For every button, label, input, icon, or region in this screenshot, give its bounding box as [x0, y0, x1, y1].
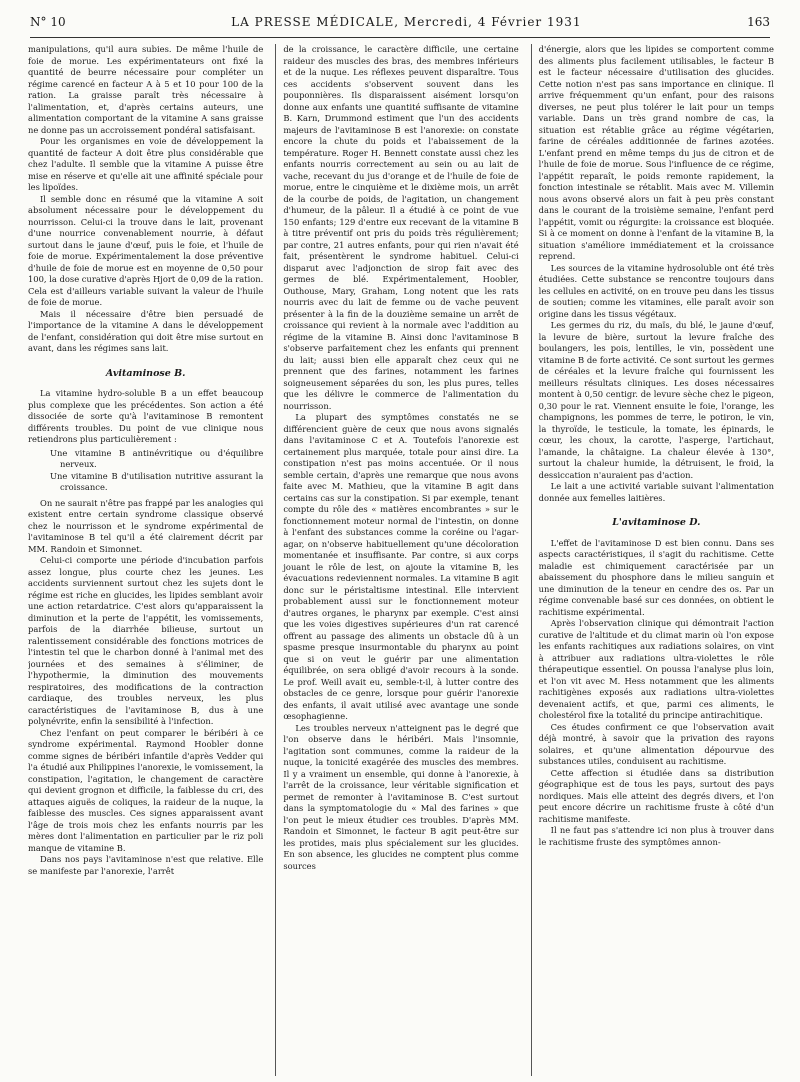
paragraph: On ne saurait n'être pas frappé par les analogies qui existent entre certain syndrome classique observé chez le nourrisson et le syndrome expérimental de l'avitaminose B tel qu'il a été clairement décrit par MM. Randoin et Simonnet.: [28, 497, 264, 554]
paragraph: de la croissance, le caractère difficile, une certaine raideur des muscles des bras, des membres inférieurs et de la nuque. Les réflexes peuvent disparaître. Tous ces accidents s'observent souvent dans les pouponnières. Ils disparaissent aisément lorsqu'on donne aux enfants une quantité suffisante de vitamine B. Karn, Drummond estiment que l'un des accidents majeurs de l'avitaminose B est l'anorexie: on constate encore la chute du poids et l'abaissement de la température. Roger H. Bennett constate aussi chez les enfants nourris correctement au sein ou au lait de vache, recevant du jus d'orange et de l'huile de foie de morue, entre le cinquième et le dixième mois, un arrêt de la courbe de poids, de l'agitation, un changement d'humeur, de la pâleur. Il a étudié à ce point de vue 150 enfants; 129 d'entre eux recevant de la vitamine B à titre préventif ont pris du poids très régulièrement; par contre, 21 autres enfants, pour qui rien n'avait été fait, présentèrent le syndrome habituel. Celui-ci disparut avec l'adjonction de sirop fait avec des germes de blé. Expérimentalement, Hoobler, Outhouse, Mary, Graham, Long notent que les rats nourris avec du lait de femme ou de vache peuvent présenter à la fin de la douzième semaine un arrêt de croissance qui revient à la normale avec l'addition au régime de la vitamine B. Ainsi donc l'avitaminose B s'observe parfaitement chez les enfants qui prennent du lait; aussi bien elle apparaît chez ceux qui ne prennent que des farines, notamment les farines soigneusement séparées du son, les plus pures, telles que les délivre le commerce de l'alimentation du nourrisson.: [283, 44, 519, 411]
paragraph: Les sources de la vitamine hydrosoluble ont été très étudiées. Cette substance se rencontre toujours dans les cellules en activité, on en trouve peu dans les tissus de soutien; comme les vitamines, elle paraît avoir son origine dans les tissus végétaux.: [538, 262, 774, 319]
paragraph: d'énergie, alors que les lipides se comportent comme des aliments plus facilement utilisables, le facteur B est le facteur nécessaire d'utilisation des glucides. Cette notion n'est pas sans importance en clinique. Il arrive fréquemment qu'un enfant, pour des raisons diverses, ne peut plus tolérer le lait pour un temps variable. Dans un très grand nombre de cas, la situation est rétablie grâce au régime végétarien, farine de céréales additionnée de farines azotées. L'enfant prend en même temps du jus de citron et de l'huile de foie de morue. Sous l'influence de ce régime, l'appétit reparaît, le poids remonte rapidement, la fonction intestinale se rétablit. Mais avec M. Villemin nous avons observé alors un fait à peu près constant dans le courant de la troisième semaine, l'enfant perd l'appétit, vomit ou régurgite: la croissance est bloquée. Si à ce moment on donne à l'enfant de la vitamine B, la situation s'améliore immédiatement et la croissance reprend.: [538, 44, 774, 261]
paragraph: Celui-ci comporte une période d'incubation parfois assez longue, plus courte chez les jeunes. Les accidents surviennent surtout chez les sujets dont le régime est riche en glucides, les lipides semblant avoir une action retardatrice. C'est alors qu'apparaissent la diminution et la perte de l'appétit, les vomissements, parfois de la diarrhée bilieuse, surtout un ralentissement considérable des fonctions motrices de l'intestin tel que le charbon donné à l'animal met des journées et des semaines à s'éliminer, de l'hypothermie, la diminution des mouvements respiratoires, des modifications de la contraction cardiaque, des troubles nerveux, les plus caractéristiques de l'avitaminose B, dus à une polynévrite, enfin la sensibilité à l'infection.: [28, 555, 264, 726]
paragraph: L'effet de l'avitaminose D est bien connu. Dans ses aspects caractéristiques, il s'agit du rachitisme. Cette maladie est chimiquement caractérisée par un abaissement du phosphore dans le milieu sanguin et une diminution de la teneur en cendre des os. Par un régime convenable basé sur ces données, on obtient le rachitisme expérimental.: [538, 537, 774, 617]
paragraph: Il semble donc en résumé que la vitamine A soit absolument nécessaire pour le développement du nourrisson. Celui-ci la trouve dans le lait, provenant d'une nourrice convenablement nourrie, à défaut surtout dans le jaune d'œuf, puis le foie, et l'huile de foie de morue. Expérimentalement la dose préventive d'huile de foie de morue est en moyenne de 0,50 pour 100, la dose curative d'après Hjort de 0,09 de la ration. Cela est d'ailleurs variable suivant la valeur de l'huile de foie de morue.: [28, 193, 264, 307]
column-3: [531, 44, 774, 1076]
section-heading: L'avitaminose D.: [612, 517, 701, 528]
paragraph: manipulations, qu'il aura subies. De même l'huile de foie de morue. Les expérimentateurs ont fixé la quantité de beurre nécessaire pour compléter un régime carencé en facteur A à 5 et 10 pour 100 de la ration. La graisse paraît très nécessaire à l'alimentation, et, d'après certains auteurs, une alimentation comportant de la vitamine A sans graisse ne donne pas un accroissement pondéral satisfaisant.: [28, 44, 264, 135]
list-item: Une vitamine B d'utilisation nutritive assurant la croissance.: [50, 470, 264, 492]
paragraph: Le lait a une activité variable suivant l'alimentation donnée aux femelles laitières.: [538, 481, 774, 503]
column-1: [28, 44, 263, 1076]
paragraph: Dans nos pays l'avitaminose n'est que relative. Elle se manifeste par l'anorexie, l'arrêt: [28, 854, 264, 876]
paragraph: La plupart des symptômes constatés ne se différencient guère de ceux que nous avons signalés dans l'avitaminose C et A. Toutefois l'anorexie est certainement plus marquée, totale pour ainsi dire. La constipation n'est pas moins accentuée. Or il nous semble certain, d'après une remarque que nous avons faite avec M. Mathieu, que la vitamine B agit dans certains cas sur la constipation. Si par exemple, tenant compte du rôle des « matières encombrantes » sur le fonctionnement moteur normal de l'intestin, on donne à l'enfant des substances comme la coréine ou l'agar-agar, on n'observe habituellement qu'une décoloration momentanée et insuffisante. Par contre, si aux corps jouant le rôle de lest, on ajoute la vitamine B, les évacuations redeviennent normales. La vitamine B agit donc sur le péristaltisme intestinal. Elle intervient probablement aussi sur le fonctionnement moteur d'autres organes, le pharynx par exemple. C'est ainsi que les voies digestives supérieures d'un rat carencé offrent au passage des aliments un obstacle dû à un spasme presque insurmontable du pharynx au point que si on veut le guérir par une alimentation équilibrée, on sera obligé d'avoir recours à la sonde. Le prof. Weill avait eu, semble-t-il, à lutter contre des obstacles de ce genre, lorsque pour guérir l'anorexie des enfants, il avait utilisé avec avantage une sonde œsophagienne.: [283, 412, 519, 721]
page-header: [30, 15, 770, 38]
section-heading: Avitaminose B.: [105, 367, 186, 379]
list-item: Une vitamine B antinévritique ou d'équilibre nerveux.: [50, 447, 264, 469]
paragraph: Les troubles nerveux n'atteignent pas le degré que l'on observe dans le héribéri. Mais l'insomnie, l'agitation sont communes, comme la raideur de la nuque, la tonicité exagérée des muscles des membres. Il y a vraiment un ensemble, qui donne à l'anorexie, à l'arrêt de la croissance, leur véritable signification et permet de remonter à l'avitaminose B. C'est surtout dans la symptomatologie du « Mal des farines » que l'on peut le mieux étudier ces troubles. D'après MM. Randoin et Simonnet, le facteur B agit peut-être sur les protides, mais plus spécialement sur les glucides. En son absence, les glucides ne comptent plus comme sources: [283, 722, 519, 871]
paragraph: Mais il nécessaire d'être bien persuadé de l'importance de la vitamine A dans le développement de l'enfant, considération qui doit être mise surtout en avant, dans les régimes sans lait.: [28, 308, 264, 353]
paragraph: Ces études confirment ce que l'observation avait déjà montré, à savoir que la privation des rayons solaires, et qu'une alimentation dépourvue des substances utiles, conduisent au rachitisme.: [538, 721, 774, 766]
enumerated-list: [38, 448, 263, 494]
column-2: [275, 44, 518, 1076]
article-columns: [28, 44, 774, 1076]
issue-number: N° 10: [30, 15, 66, 29]
paragraph: Il ne faut pas s'attendre ici non plus à trouver dans le rachitisme fruste des symptômes annon-: [538, 825, 774, 847]
paragraph: Cette affection si étudiée dans sa distribution géographique est de tous les pays, surtout des pays nordiques. Mais elle atteint des degrés divers, et l'on peut encore décrire un rachitisme fruste à côté d'un rachitisme manifeste.: [538, 767, 774, 824]
masthead-title: LA PRESSE MÉDICALE, Mercredi, 4 Février 1931: [231, 15, 582, 29]
paragraph: Après l'observation clinique qui démontrait l'action curative de l'altitude et du climat marin où l'on expose les enfants rachitiques aux radiations solaires, on vint à attribuer aux radiations ultra-violettes le rôle thérapeutique essentiel. On poussa l'analyse plus loin, et l'on vit avec M. Hess notamment que les aliments rachitigènes exposés aux radiations ultra-violettes devenaient actifs, et que, parmi ces aliments, le cholestérol fixe la totalité du principe antirachitique.: [538, 618, 774, 720]
paragraph: La vitamine hydro-soluble B a un effet beaucoup plus complexe que les précédentes. Son action a été dissociée de sorte qu'à l'avitaminose B remontent différents troubles. Du point de vue clinique nous retiendrons plus particulièrement :: [28, 388, 264, 444]
paragraph: Pour les organismes en voie de développement la quantité de facteur A doit être plus considérable que chez l'adulte. Il semble que la vitamine A puisse être mise en réserve et qu'elle ait une affinité spéciale pour les lipoïdes.: [28, 136, 264, 192]
page-number: 163: [747, 15, 770, 29]
paragraph: Chez l'enfant on peut comparer le béribéri à ce syndrome expérimental. Raymond Hoobler donne comme signes de béribéri infantile d'après Vedder qui l'a étudié aux Philippines l'anorexie, le vomissement, la constipation, l'agitation, le changement de caractère qui devient grognon et difficile, la faiblesse du cri, des attaques aiguës de coliques, la raideur de la nuque, la faiblesse des muscles. Ces signes apparaissent avant l'âge de trois mois chez les enfants nourris par les mères dont l'alimentation en particulier par le riz poli manque de vitamine B.: [28, 727, 264, 853]
paragraph: Les germes du riz, du maïs, du blé, le jaune d'œuf, la levure de bière, surtout la levure fraîche des boulangers, les pois, lentilles, le vin, possèdent une vitamine B de forte activité. Ce sont surtout les germes de céréales et la levure fraîche qui fournissent les meilleurs résultats cliniques. Les doses nécessaires montent à 0,50 centigr. de levure sèche chez le pigeon, 0,30 pour le rat. Viennent ensuite le foie, l'orange, les champignons, les pommes de terre, le potiron, le vin, la thyroïde, le testicule, la tomate, les épinards, le cœur, les choux, la carotte, l'asperge, l'artichaut, l'amande, la châtaigne. La chaleur élevée à 130°, surtout la chaleur humide, la détruisent, le froid, la dessiccation n'auraient pas d'action.: [538, 320, 774, 480]
